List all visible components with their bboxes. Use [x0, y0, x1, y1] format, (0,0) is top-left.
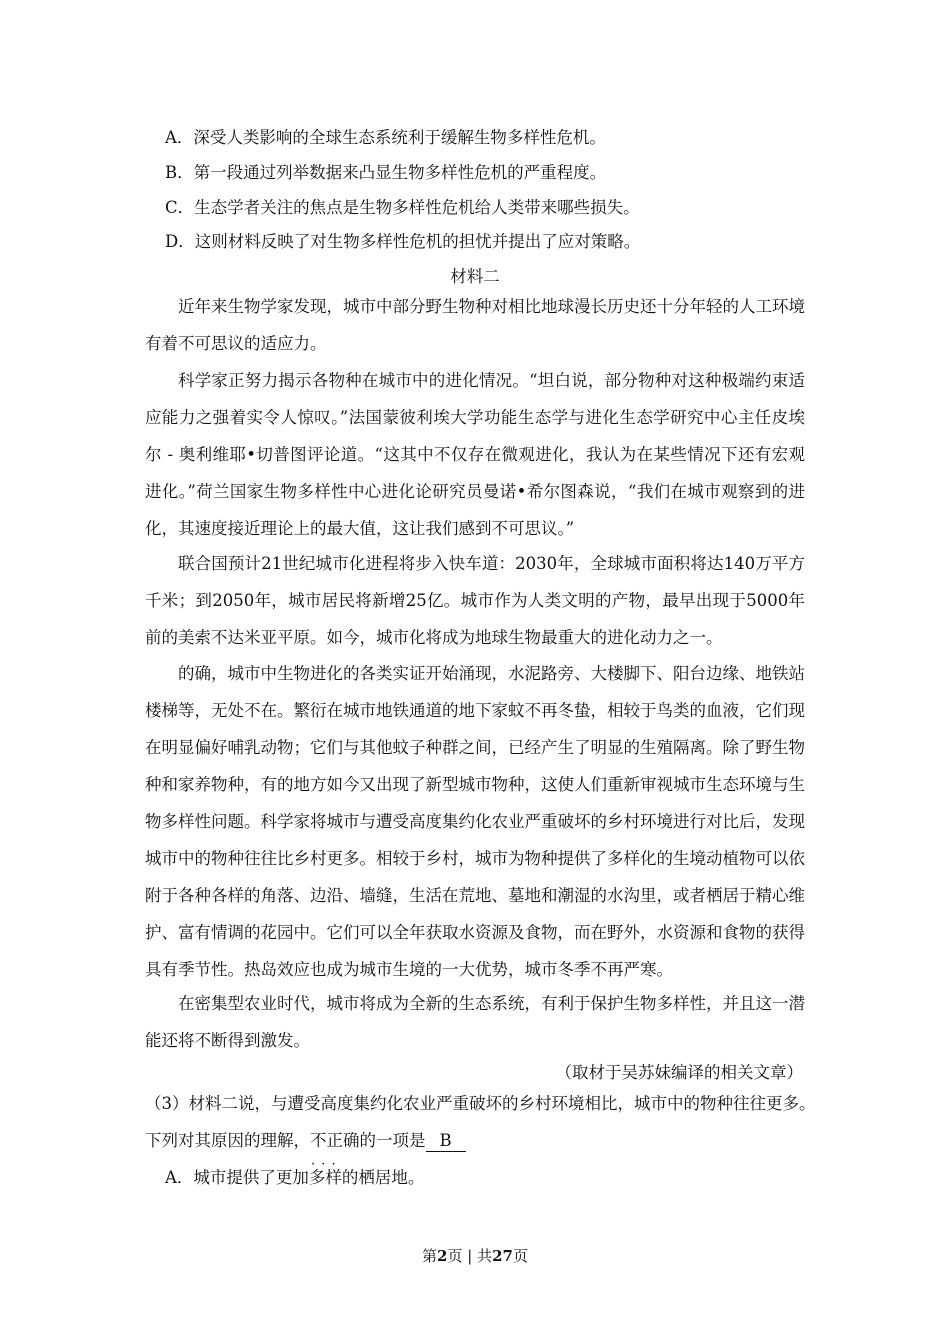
option-a-bottom: A．城市提供了更加多样的栖居地。 — [165, 1168, 425, 1187]
question-text — [145, 1085, 825, 1159]
question-prefix: 下列对其原因的理解， — [145, 1131, 310, 1150]
option-c: C．生态学者关注的焦点是生物多样性危机给人类带来哪些损失。 — [165, 198, 640, 217]
paragraph-3: 联合国预计21世纪城市化进程将步入快车道：2030年，全球城市面积将达140万平方千米；到2050年，城市居民将新增25亿。城市作为人类文明的产物，最早出现于5000年前的美索不达米亚平原。如今，城市化将成为地球生物最重大的进化动力之一。 — [145, 554, 805, 647]
emphasis-not-correct: 不正确 · · · — [310, 1131, 360, 1150]
page-footer — [0, 1245, 950, 1266]
paragraph-5: 在密集型农业时代，城市将成为全新的生态系统，有利于保护生物多样性，并且这一潜能还将不断得到激发。 — [145, 994, 805, 1050]
material-heading: 材料二 — [450, 267, 500, 286]
total-pages: 27 — [492, 1247, 513, 1265]
paragraph-4: 的确，城市中生物进化的各类实证开始涌现，水泥路旁、大楼脚下、阳台边缘、地铁站楼梯等，无处不在。繁衍在城市地铁通道的地下家蚊不再冬蛰，相较于鸟类的血液，它们现在明显偏好哺乳动物；它们与其他蚊子种群之间，已经产生了明显的生殖隔离。除了野生物种和家养物种，有的地方如今又出现了新型城市物种，这使人们重新审视城市生态环境与生物多样性问题。科学家将城市与遭受高度集约化农业严重破坏的乡村环境进行对比后，发现城市中的物种往往比乡村更多。相较于乡村，城市为物种提供了多样化的生境动植物可以依附于各种各样的角落、边沿、墙缝，生活在荒地、墓地和潮湿的水沟里，或者栖居于精心维护、富有情调的花园中。它们可以全年获取水资源及食物，而在野外，水资源和食物的获得具有季节性。热岛效应也成为城市生境的一大优势，城市冬季不再严寒。 — [145, 664, 805, 979]
source-citation: （取材于吴苏妹编译的相关文章） — [555, 1063, 803, 1082]
question-line-1: （3）材料二说，与遭受高度集约化农业严重破坏的乡村环境相比，城市中的物种往往更多。 — [145, 1094, 816, 1113]
question-line-2 — [145, 1122, 825, 1159]
option-d: D．这则材料反映了对生物多样性危机的担忧并提出了应对策略。 — [165, 232, 641, 251]
footer-suffix: 页 — [512, 1247, 528, 1265]
answer-blank: B — [426, 1131, 466, 1152]
option-b: B．第一段通过列举数据来凸显生物多样性危机的严重程度。 — [165, 163, 607, 182]
page-number: 2 — [437, 1247, 448, 1265]
paragraph-1: 近年来生物学家发现，城市中部分野生物种对相比地球漫长历史还十分年轻的人工环境有着不可思议的适应力。 — [145, 297, 805, 353]
question-suffix: 的一项是 — [359, 1131, 426, 1150]
footer-prefix: 第 — [422, 1247, 438, 1265]
footer-mid: 页 | 共 — [447, 1247, 493, 1265]
paragraph-2: 科学家正努力揭示各物种在城市中的进化情况。“坦白说，部分物种对这种极端约束适应能力之强着实令人惊叹。”法国蒙彼利埃大学功能生态学与进化生态学研究中心主任皮埃尔 - 奥利维耶•切普图评论道。“这其中不仅存在微观进化，我认为在某些情况下还有宏观进化。”荷兰国家生物多样性中心进化论研究员曼诺•希尔图森说，“我们在城市观察到的进化，其速度接近理论上的最大值，这让我们感到不可思议。” — [145, 371, 805, 538]
option-a: A．深受人类影响的全球生态系统利于缓解生物多样性危机。 — [165, 128, 606, 147]
